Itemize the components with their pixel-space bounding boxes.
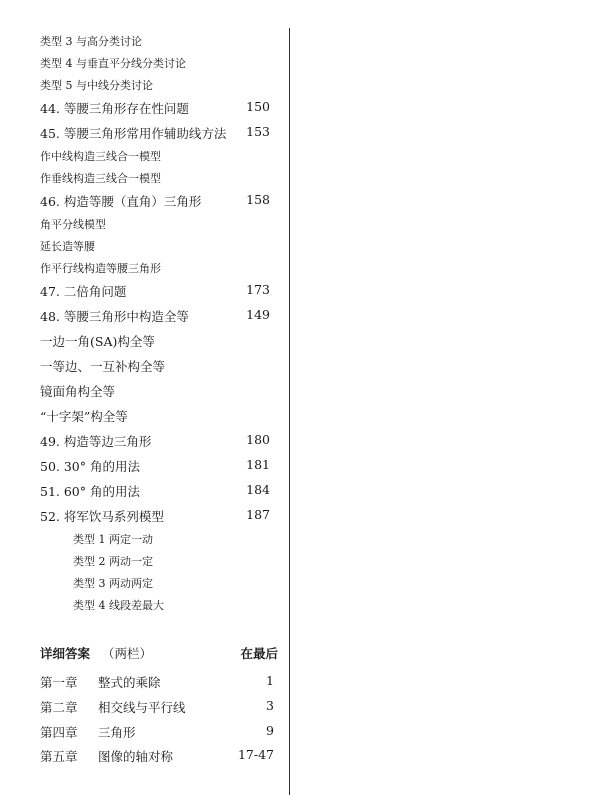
toc-item-label: 作中线构造三线合一模型 <box>40 150 161 163</box>
chapter-page: 3 <box>266 698 274 713</box>
toc-item-label: 46. 构造等腰（直角）三角形 <box>40 194 202 209</box>
chapter-number: 第一章 <box>40 675 78 690</box>
toc-item-label: 44. 等腰三角形存在性问题 <box>40 101 189 116</box>
chapter-title: 三角形 <box>98 725 136 740</box>
toc-item-label: 角平分线模型 <box>40 218 106 231</box>
toc-item-label: 48. 等腰三角形中构造全等 <box>40 309 189 324</box>
toc-item-label: 47. 二倍角问题 <box>40 284 127 299</box>
toc-item-label: 作垂线构造三线合一模型 <box>40 172 161 185</box>
toc-item-label: “十字架”构全等 <box>40 409 128 424</box>
toc-item-label: 延长造等腰 <box>40 240 95 253</box>
answers-heading-label: 详细答案 <box>40 646 91 661</box>
toc-item-label: 一边一角(SA)构全等 <box>40 334 155 349</box>
toc-item-page: 149 <box>246 307 270 322</box>
column-divider <box>289 28 290 795</box>
toc-item-label: 49. 构造等边三角形 <box>40 434 152 449</box>
chapter-title: 图像的轴对称 <box>98 749 174 764</box>
toc-item-label: 51. 60° 角的用法 <box>40 484 140 499</box>
chapter-number: 第二章 <box>40 700 78 715</box>
toc-item-label: 类型 5 与中线分类讨论 <box>40 79 153 92</box>
toc-subitem-label: 类型 3 两动两定 <box>73 577 153 590</box>
toc-item-label: 类型 3 与高分类讨论 <box>40 35 142 48</box>
toc-item-page: 150 <box>246 99 270 114</box>
toc-item-label: 50. 30° 角的用法 <box>40 459 140 474</box>
toc-item-page: 153 <box>246 124 270 139</box>
answers-heading-page: 在最后 <box>240 646 278 661</box>
toc-subitem-label: 类型 4 线段差最大 <box>73 599 164 612</box>
toc-item-label: 一等边、一互补构全等 <box>40 359 166 374</box>
toc-item-label: 52. 将军饮马系列模型 <box>40 509 164 524</box>
toc-subitem-label: 类型 2 两动一定 <box>73 555 153 568</box>
answers-heading-note: （两栏） <box>102 646 153 661</box>
chapter-page: 1 <box>266 673 274 688</box>
toc-subitem-label: 类型 1 两定一动 <box>73 533 153 546</box>
chapter-number: 第四章 <box>40 725 78 740</box>
toc-item-label: 45. 等腰三角形常用作辅助线方法 <box>40 126 227 141</box>
toc-item-page: 173 <box>246 282 270 297</box>
toc-item-label: 作平行线构造等腰三角形 <box>40 262 161 275</box>
chapter-title: 整式的乘除 <box>98 675 161 690</box>
toc-item-page: 181 <box>246 457 270 472</box>
toc-item-page: 184 <box>246 482 270 497</box>
chapter-number: 第五章 <box>40 749 78 764</box>
chapter-page: 9 <box>266 723 274 738</box>
toc-item-page: 187 <box>246 507 270 522</box>
toc-item-label: 镜面角构全等 <box>40 384 116 399</box>
chapter-page: 17-47 <box>237 747 274 762</box>
toc-item-label: 类型 4 与垂直平分线分类讨论 <box>40 57 186 70</box>
toc-item-page: 158 <box>246 192 270 207</box>
toc-item-page: 180 <box>246 432 270 447</box>
chapter-title: 相交线与平行线 <box>98 700 186 715</box>
